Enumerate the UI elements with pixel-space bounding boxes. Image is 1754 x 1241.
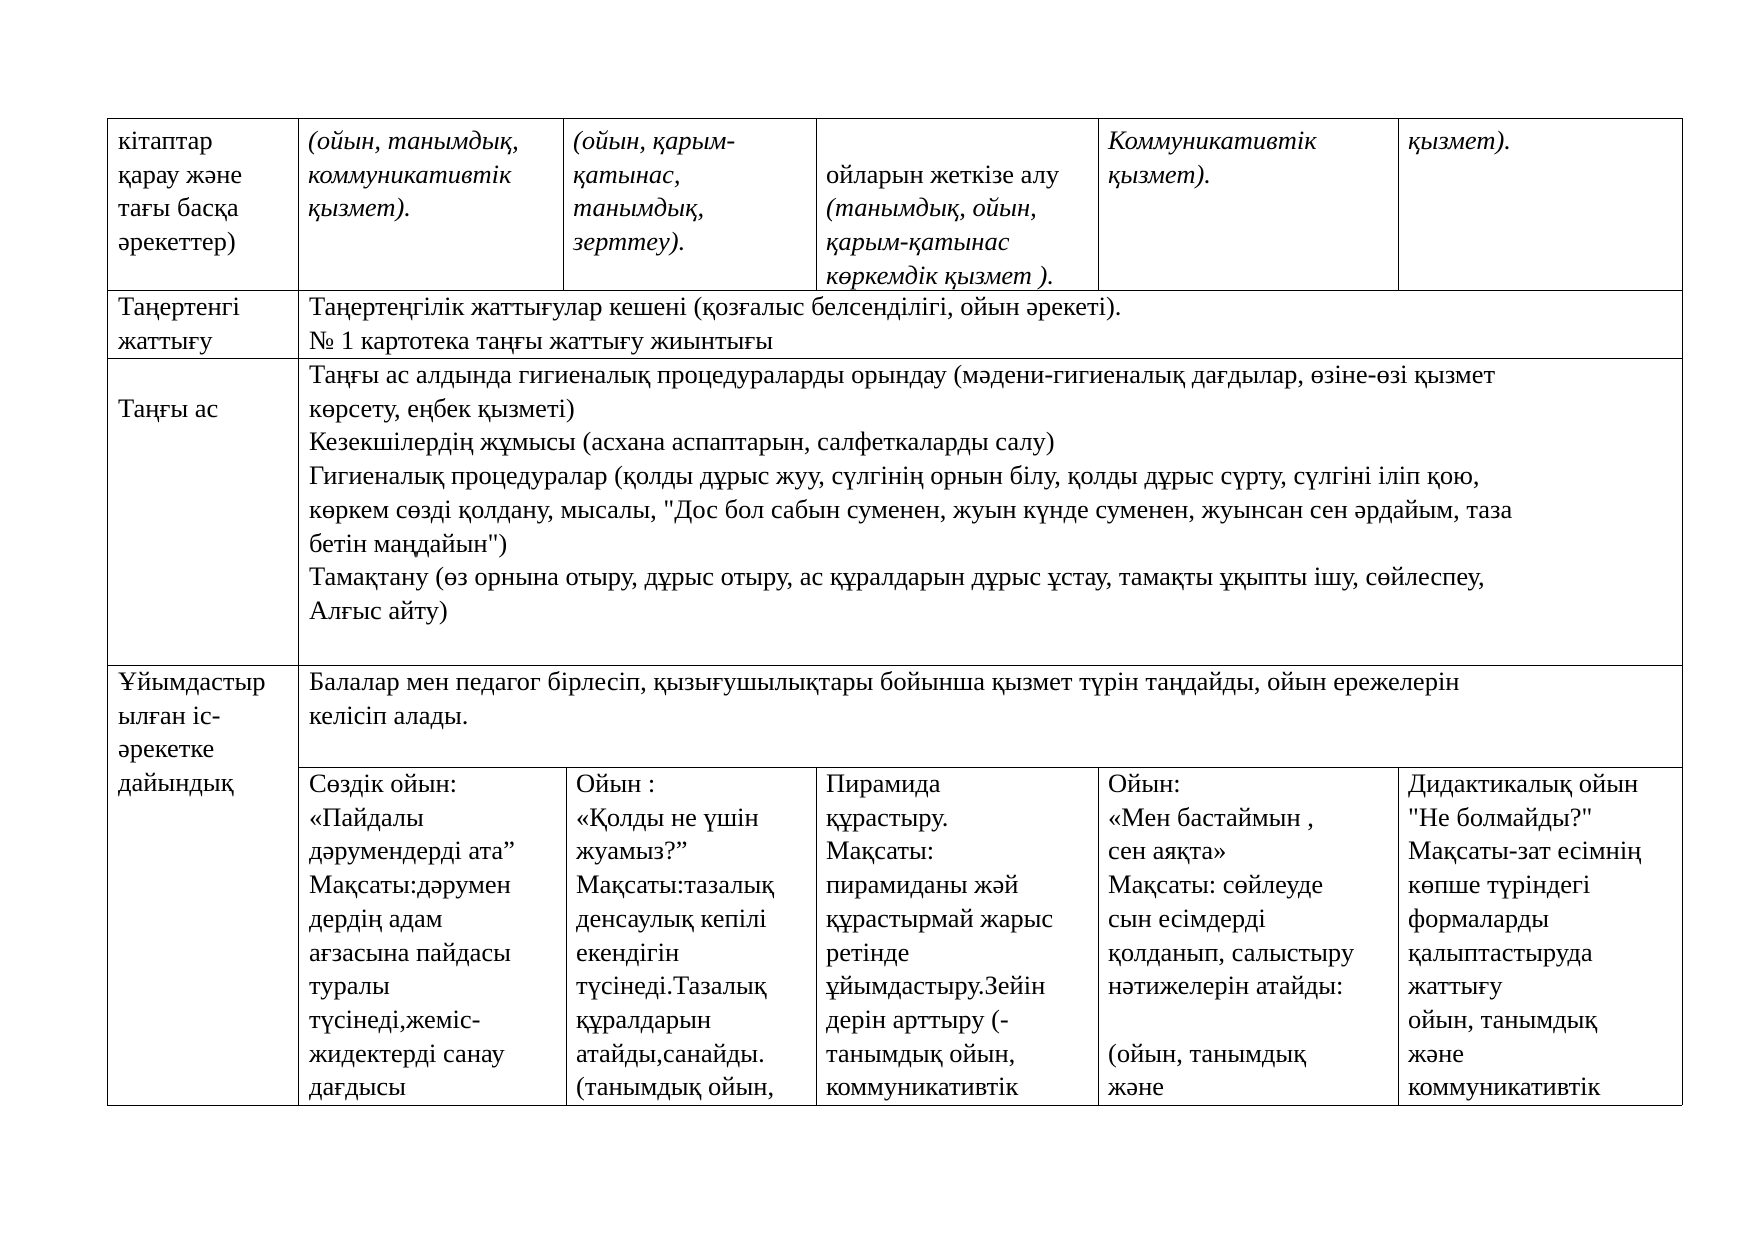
morning-exercise-content: Таңертеңгілік жаттығулар кешені (қозғалыс белсенділігі, ойын әрекеті). № 1 картотека таңғы жаттығу жиынтығы [309, 291, 1122, 355]
table-line [107, 118, 108, 1105]
activity-cell-3-text: ойларын жеткізе алу [826, 158, 1060, 189]
row-label-morning-exercise: Таңертенгі жаттығу [118, 291, 240, 355]
table-line [107, 1105, 1682, 1106]
activity-cell-5: қызмет). [1408, 125, 1511, 155]
preparation-intro: Балалар мен педагог бірлесіп, қызығушылықтары бойынша қызмет түрін таңдайды, ойын ережелерін келісіп алады. [309, 666, 1460, 730]
game-cell-3: Пирамида құрастыру. Мақсаты: пирамиданы жәй құрастырмай жарыс ретінде ұйымдастыру.Зейін дерін арттыру (- танымдық ойын, коммуникативтік [826, 768, 1054, 1102]
game-cell-1: Сөздік ойын: «Пайдалы дәрумендерді ата” Мақсаты:дәрумен дердің адам ағзасына пайдасы туралы түсінеді,жеміс- жидектерді санау дағдысы [309, 768, 515, 1102]
activity-cell-3-note: (танымдық, ойын, қарым-қатынас көркемдік қызмет ). [826, 192, 1054, 290]
breakfast-content: Таңғы ас алдында гигиеналық процедураларды орындау (мәдени-гигиеналық дағдылар, өзіне-өзі қызмет көрсету, еңбек қызметі) Кезекшілердің жұмысы (асхана аспаптарын, салфеткаларды салу) Гигиеналық процедуралар (қолды дұрыс жуу, сүлгінің орнын білу, қолды дұрыс сүрту, сүлгіні іліп қою, көркем сөзді қолдану, мысалы, "Дос бол сабын суменен, жуын күнде суменен, жуынсан сен әрдайым, таза бетін маңдайын") Тамақтану (өз орнына отыру, дұрыс отыру, ас құралдарын дұрыс ұстау, тамақты ұқыпты ішу, сөйлеспеу, Алғыс айту) [309, 359, 1513, 625]
row-label-breakfast: Таңғы ас [118, 393, 219, 423]
game-cell-4: Ойын: «Мен бастаймын , сен аяқта» Мақсаты: сөйлеуде сын есімдерді қолданып, салыстыру нәтижелерін атайды: (ойын, танымдық және [1108, 768, 1355, 1102]
activity-cell-2: (ойын, қарым- қатынас, танымдық, зерттеу). [573, 125, 736, 257]
row-label-preparation: Ұйымдастыр ылған іс- әрекетке дайындық [118, 666, 266, 798]
table-line [1682, 118, 1683, 1105]
game-cell-2: Ойын : «Қолды не үшін жуамыз?” Мақсаты:тазалық денсаулық кепілі екендігін түсінеді.Тазалық құралдарын атайды,санайды. (танымдық ойын, [576, 768, 775, 1102]
row-label-books: кітаптар қарау және тағы басқа әрекеттер) [118, 125, 243, 257]
activity-cell-4: Коммуникативтік қызмет). [1108, 125, 1317, 189]
activity-cell-1: (ойын, танымдық, коммуникативтік қызмет). [308, 125, 519, 223]
game-cell-5: Дидактикалық ойын "Не болмайды?" Мақсаты-зат есімнің көпше түріндегі формаларды қалыптастыруда жаттығу ойын, танымдық және коммуникативтік [1408, 768, 1642, 1102]
